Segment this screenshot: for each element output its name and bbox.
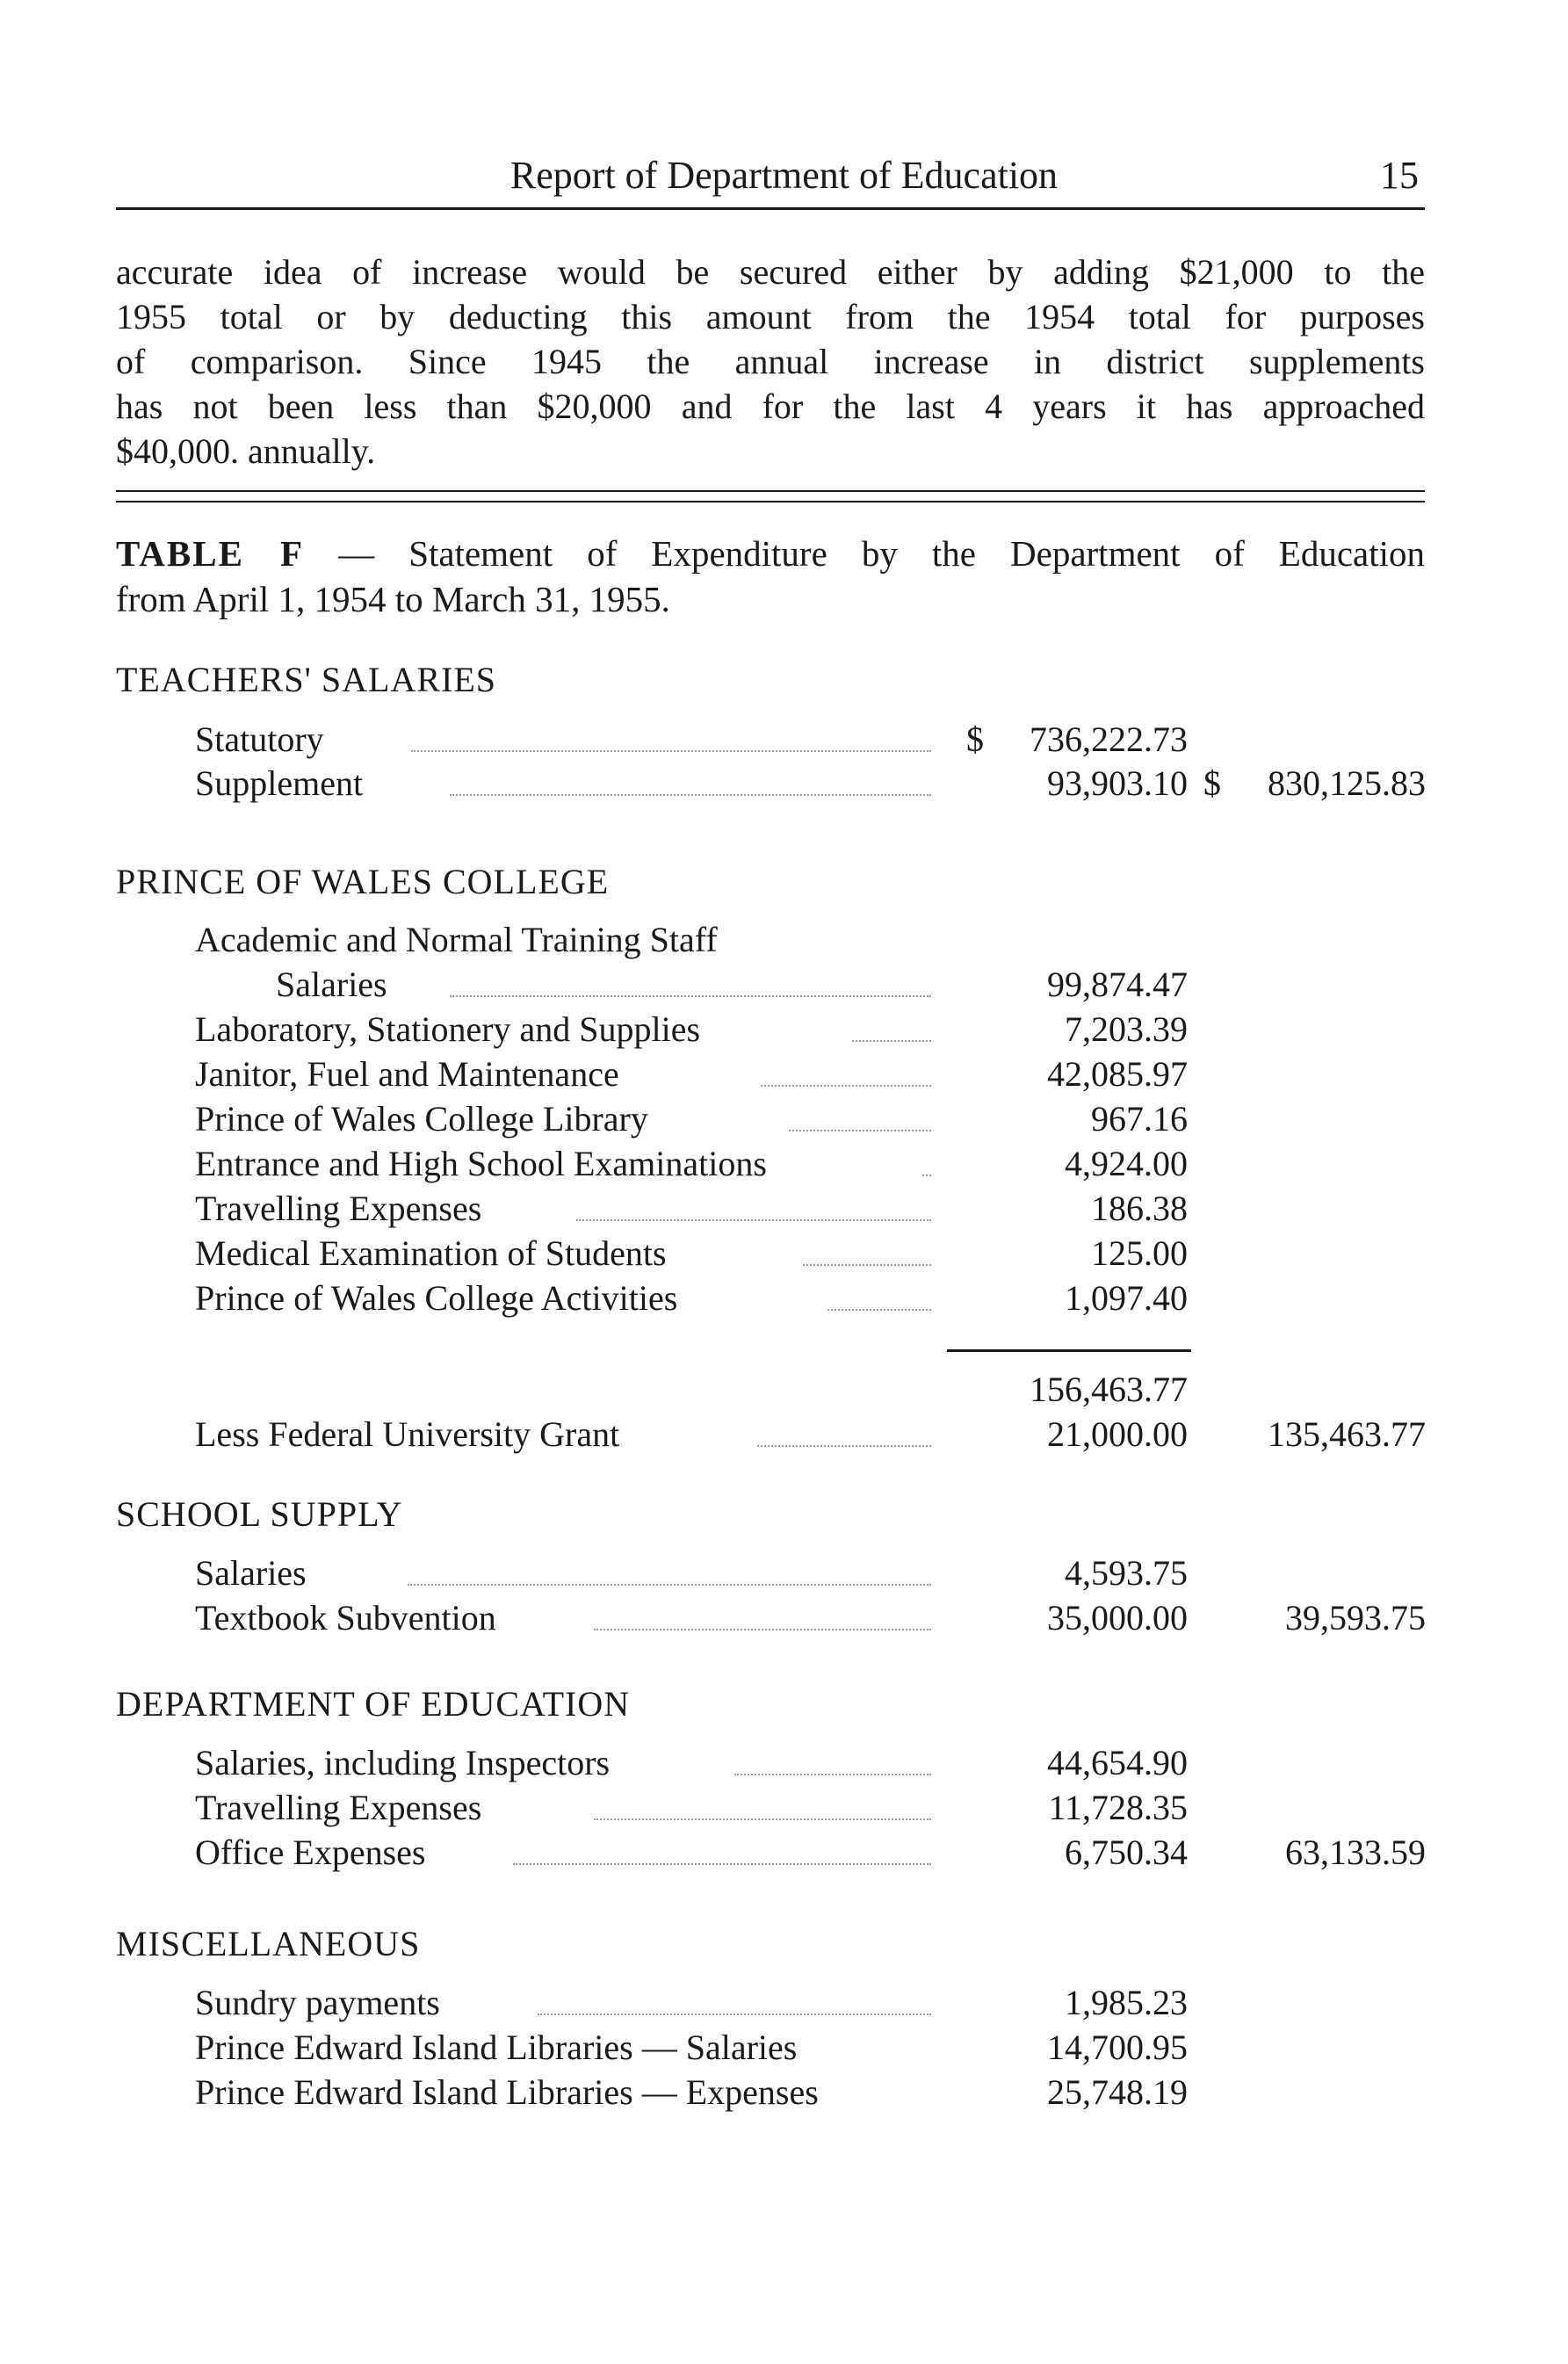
amount-medical-examination: 125.00 [1091,1233,1188,1273]
amount-laboratory: 7,203.39 [1065,1009,1188,1049]
row-label-medical-examination: Medical Examination of Students [195,1233,667,1273]
subheading-academic-staff: Academic and Normal Training Staff [195,920,718,959]
leader-dots [757,1445,931,1447]
row-label-college-library: Prince of Wales College Library [195,1099,648,1139]
intro-line: of comparison. Since 1945 the annual increase in district supplements [116,342,1425,381]
double-rule-bottom [116,501,1425,502]
leader-dots [450,794,931,796]
intro-line: has not been less than $20,000 and for the last 4 years it has approached [116,387,1425,426]
table-title-text: Statement of Expenditure by the Department of Education [408,533,1426,574]
leader-dots [411,750,931,752]
row-label-statutory: Statutory [195,719,324,759]
amount-supplement: 93,903.10 [1047,763,1188,803]
table-label: TABLE F [116,533,305,574]
leader-dots [734,1774,931,1775]
table-title-line: from April 1, 1954 to March 31, 1955. [116,579,670,619]
leader-dots [761,1085,931,1087]
section-heading-department-of-education: DEPARTMENT OF EDUCATION [116,1684,631,1724]
leader-dots [594,1818,931,1820]
total-teachers-salaries: 830,125.83 [1268,763,1426,803]
intro-line: 1955 total or by deducting this amount from the 1954 total for purposes [116,297,1425,336]
row-label-salaries-inspectors: Salaries, including Inspectors [195,1743,611,1782]
intro-line: accurate idea of increase would be secured either by adding $21,000 to the [116,252,1425,292]
row-label-examinations: Entrance and High School Examinations [195,1144,767,1183]
row-label-less-federal-grant: Less Federal University Grant [195,1414,620,1454]
amount-travelling-expenses: 186.38 [1091,1189,1188,1228]
amount-libraries-salaries: 14,700.95 [1047,2028,1188,2067]
amount-statutory: 736,222.73 [1030,719,1188,759]
leader-dots [594,1629,931,1630]
subtotal-rule [947,1349,1191,1352]
row-label-salaries: Salaries [276,965,387,1004]
leader-dots [450,995,931,997]
row-label-dept-travelling-expenses: Travelling Expenses [195,1788,482,1827]
table-title [116,531,1425,622]
amount-college-activities: 1,097.40 [1065,1278,1188,1318]
section-heading-teachers-salaries: TEACHERS' SALARIES [116,660,497,699]
section-heading-school-supply: SCHOOL SUPPLY [116,1494,403,1534]
leader-dots [803,1264,931,1266]
row-label-college-activities: Prince of Wales College Activities [195,1278,678,1318]
currency-sign: $ [1203,763,1221,803]
amount-dept-travelling-expenses: 11,728.35 [1048,1788,1188,1827]
amount-salaries: 99,874.47 [1047,965,1188,1004]
page-number: 15 [1380,154,1419,197]
currency-sign: $ [966,719,984,759]
header-rule [116,207,1425,210]
intro-line: $40,000. annually. [116,431,376,471]
leader-dots [538,2013,931,2015]
amount-less-federal-grant: 21,000.00 [1047,1414,1188,1454]
leader-dots [408,1584,931,1586]
row-label-supplement: Supplement [195,763,364,803]
amount-textbook-subvention: 35,000.00 [1047,1598,1188,1637]
leader-dots [513,1863,931,1865]
section-heading-miscellaneous: MISCELLANEOUS [116,1924,421,1963]
page-header-title: Report of Department of Education [509,154,1059,197]
row-label-libraries-salaries: Prince Edward Island Libraries — Salaries [195,2028,798,2067]
intro-paragraph [116,249,1425,474]
row-label-laboratory: Laboratory, Stationery and Supplies [195,1009,701,1049]
total-school-supply: 39,593.75 [1285,1598,1426,1637]
leader-dots [789,1130,931,1131]
double-rule-top [116,490,1425,492]
row-label-libraries-expenses: Prince Edward Island Libraries — Expenses [195,2072,819,2112]
row-label-janitor: Janitor, Fuel and Maintenance [195,1054,619,1094]
total-department-of-education: 63,133.59 [1285,1833,1426,1872]
leader-dots [827,1309,931,1311]
leader-dots [852,1040,931,1042]
row-label-office-expenses: Office Expenses [195,1833,426,1872]
leader-dots [922,1175,931,1176]
row-label-sundry-payments: Sundry payments [195,1983,440,2022]
amount-college-library: 967.16 [1091,1099,1188,1139]
amount-salaries-inspectors: 44,654.90 [1047,1743,1188,1782]
table-title-line [116,531,1425,576]
amount-office-expenses: 6,750.34 [1065,1833,1188,1872]
row-label-travelling-expenses: Travelling Expenses [195,1189,482,1228]
amount-janitor: 42,085.97 [1047,1054,1188,1094]
row-label-supply-salaries: Salaries [195,1553,307,1593]
amount-supply-salaries: 4,593.75 [1065,1553,1188,1593]
subtotal-prince-of-wales-college: 156,463.77 [1030,1370,1188,1409]
total-prince-of-wales-college: 135,463.77 [1268,1414,1426,1454]
amount-examinations: 4,924.00 [1065,1144,1188,1183]
amount-sundry-payments: 1,985.23 [1065,1983,1188,2022]
section-heading-prince-of-wales-college: PRINCE OF WALES COLLEGE [116,862,610,901]
row-label-textbook-subvention: Textbook Subvention [195,1598,496,1637]
table-title-dash: — [338,533,375,574]
leader-dots [576,1219,931,1221]
amount-libraries-expenses: 25,748.19 [1047,2072,1188,2112]
